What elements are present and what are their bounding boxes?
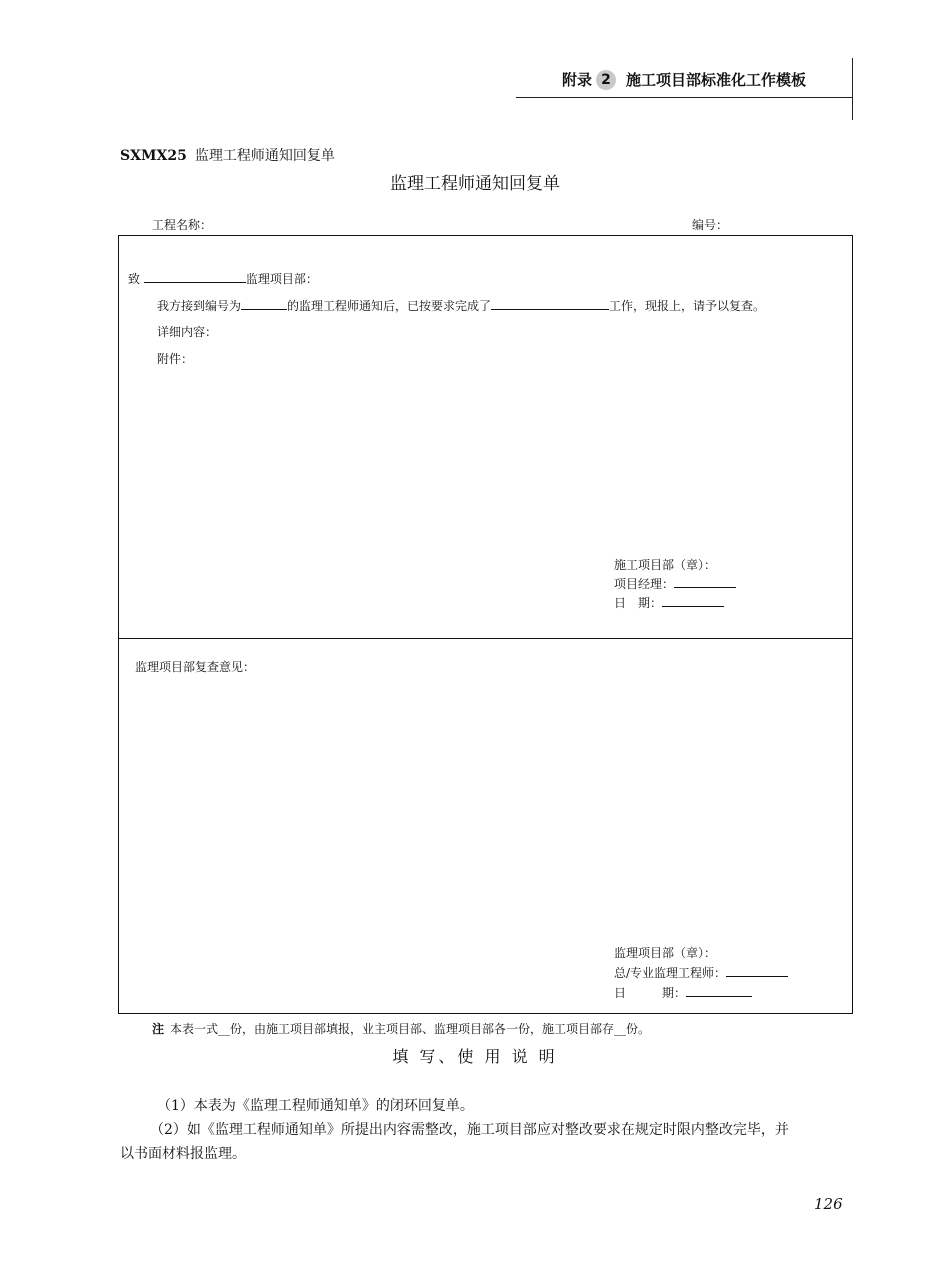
instruction-item-2-line-1: （2）如《监理工程师通知单》所提出内容需整改，施工项目部应对整改要求在规定时限内整改完毕，并 — [150, 1122, 789, 1138]
appendix-number-badge: 2 — [596, 70, 616, 90]
to-prefix: 致 — [128, 272, 141, 286]
number-label: 编号： — [692, 218, 729, 232]
chief-engineer-blank[interactable] — [726, 964, 788, 977]
instruction-item-1: （1）本表为《监理工程师通知单》的闭环回复单。 — [157, 1098, 474, 1114]
appendix-prefix: 附录 — [562, 71, 593, 89]
body-part1: 我方接到编号为 — [157, 299, 242, 313]
date-line-2 — [614, 984, 752, 1001]
chief-engineer-label: 总/专业监理工程师： — [614, 966, 727, 980]
chief-engineer-line — [614, 964, 788, 981]
body-part2: 的监理工程师通知后，已按要求完成了 — [287, 299, 492, 313]
form-code-title: 监理工程师通知回复单 — [194, 148, 335, 164]
page-number: 126 — [814, 1195, 843, 1213]
detail-label: 详细内容： — [157, 325, 218, 339]
instruction-item-2-line-2: 以书面材料报监理。 — [120, 1146, 246, 1162]
date-blank-2[interactable] — [686, 984, 752, 997]
review-label: 监理项目部复查意见： — [135, 660, 256, 674]
instructions-title: 填 写、使 用 说 明 — [392, 1047, 558, 1066]
note-text: 本表一式__份，由施工项目部填报，业主项目部、监理项目部各一份，施工项目部存__份。 — [170, 1022, 651, 1036]
work-completed-blank[interactable] — [491, 297, 609, 310]
note-prefix: 注 — [152, 1022, 165, 1036]
body-part3: 工作，现报上，请予以复查。 — [609, 299, 766, 313]
running-header — [562, 69, 806, 90]
supervision-dept-label: 监理项目部（章）： — [614, 946, 717, 960]
form-section-divider — [118, 638, 853, 639]
to-line — [128, 270, 318, 287]
form-title: 监理工程师通知回复单 — [390, 174, 560, 194]
header-title: 施工项目部标准化工作模板 — [626, 71, 807, 89]
date-label-2: 日 期： — [614, 986, 687, 1000]
header-vertical-rule — [852, 58, 853, 120]
form-table — [118, 235, 853, 1014]
form-note — [152, 1020, 650, 1037]
date-label-1: 日 期： — [614, 596, 663, 610]
form-code: SXMX25 — [120, 148, 187, 164]
to-blank[interactable] — [144, 270, 246, 283]
project-manager-label: 项目经理： — [614, 577, 675, 591]
date-line-1 — [614, 594, 724, 611]
header-horizontal-rule — [516, 97, 853, 98]
project-manager-line — [614, 575, 736, 592]
form-code-line — [120, 145, 335, 165]
construction-dept-label: 施工项目部（章）： — [614, 558, 717, 572]
body-line — [157, 297, 765, 314]
project-name-label: 工程名称： — [152, 218, 213, 232]
notice-number-blank[interactable] — [241, 297, 287, 310]
attachment-label: 附件： — [157, 352, 194, 366]
to-suffix: 监理项目部： — [245, 272, 318, 286]
date-blank-1[interactable] — [662, 594, 724, 607]
project-manager-blank[interactable] — [674, 575, 736, 588]
